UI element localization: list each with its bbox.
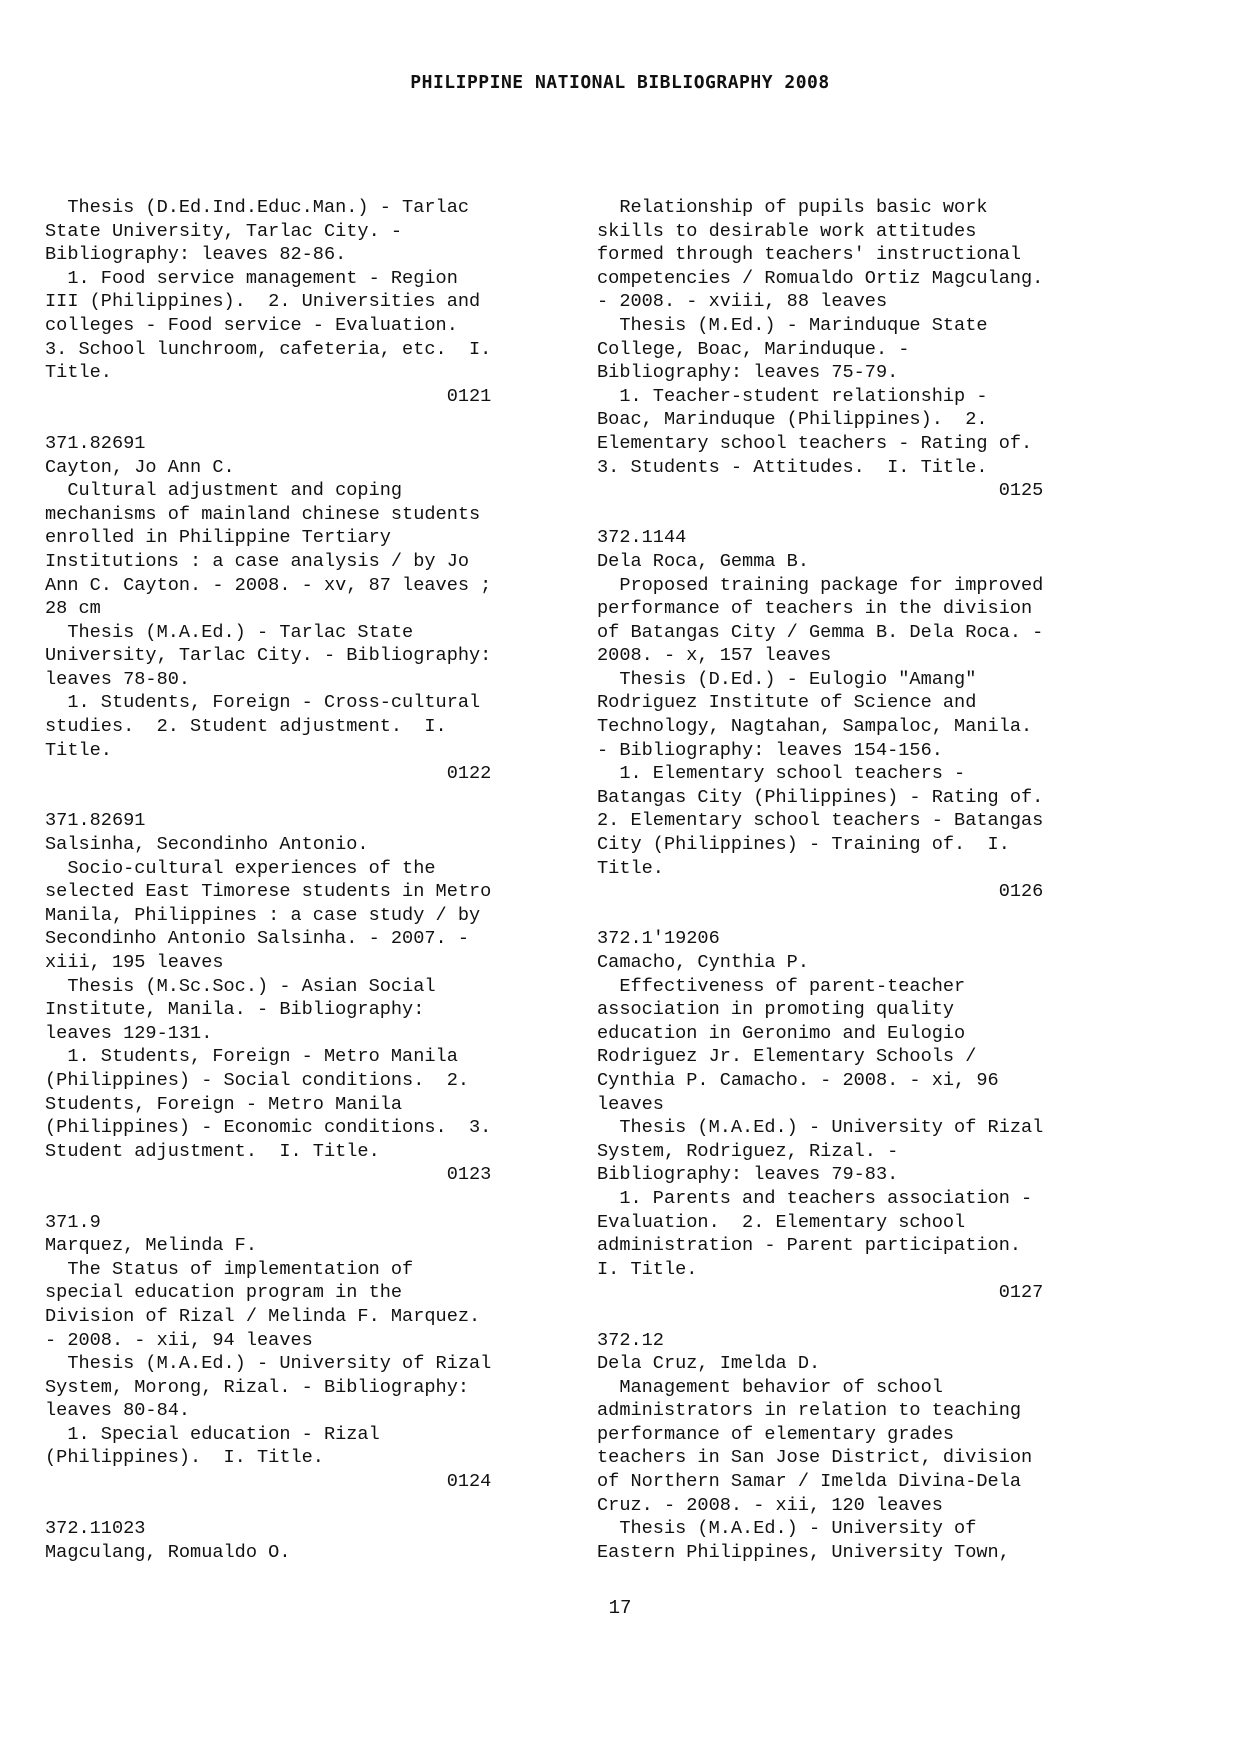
left-column-line: Cultural adjustment and coping bbox=[45, 480, 403, 502]
left-column-line: 1. Students, Foreign - Metro Manila bbox=[45, 1046, 458, 1068]
left-column-line: 371.9 bbox=[45, 1211, 101, 1233]
right-column-line: administration - Parent participation. bbox=[597, 1235, 1022, 1257]
right-column-line: Bibliography: leaves 79-83. bbox=[597, 1164, 899, 1186]
right-column-line: competencies / Romualdo Ortiz Magculang. bbox=[597, 267, 1044, 289]
left-column-line: Students, Foreign - Metro Manila bbox=[45, 1093, 403, 1115]
right-column-line: 2008. - x, 157 leaves bbox=[597, 645, 832, 667]
left-column-line: Institutions : a case analysis / by Jo bbox=[45, 550, 470, 572]
left-column-line: 1. Special education - Rizal bbox=[45, 1423, 380, 1445]
left-column-line: Socio-cultural experiences of the bbox=[45, 857, 436, 879]
left-column-line: Marquez, Melinda F. bbox=[45, 1235, 258, 1257]
right-column-line: Thesis (M.A.Ed.) - University of Rizal bbox=[597, 1117, 1044, 1139]
left-column-line: special education program in the bbox=[45, 1282, 403, 1304]
right-column-line: of Northern Samar / Imelda Divina-Dela bbox=[597, 1471, 1022, 1493]
right-column-line: 372.12 bbox=[597, 1329, 664, 1351]
left-column-line: 371.82691 bbox=[45, 810, 146, 832]
right-column-line: Bibliography: leaves 75-79. bbox=[597, 362, 899, 384]
right-column-line: teachers in San Jose District, division bbox=[597, 1447, 1033, 1469]
right-column-line: Boac, Marinduque (Philippines). 2. bbox=[597, 409, 988, 431]
right-column-line: College, Boac, Marinduque. - bbox=[597, 338, 910, 360]
left-column-line: 0122 bbox=[45, 763, 492, 785]
right-column-line: Evaluation. 2. Elementary school bbox=[597, 1211, 966, 1233]
left-column bbox=[45, 196, 551, 1564]
left-column-line bbox=[45, 1187, 551, 1211]
right-column-line: Title. bbox=[597, 857, 664, 879]
left-column-line: Title. bbox=[45, 362, 112, 384]
right-column-line: Elementary school teachers - Rating of. bbox=[597, 432, 1033, 454]
left-column-line: 28 cm bbox=[45, 598, 101, 620]
right-column-line bbox=[597, 1305, 1103, 1329]
left-column-line: Secondinho Antonio Salsinha. - 2007. - bbox=[45, 928, 470, 950]
page-header-title: PHILIPPINE NATIONAL BIBLIOGRAPHY 2008 bbox=[410, 72, 830, 93]
right-column-line: administrators in relation to teaching bbox=[597, 1400, 1022, 1422]
right-column-line: - 2008. - xviii, 88 leaves bbox=[597, 291, 888, 313]
left-column-line: University, Tarlac City. - Bibliography: bbox=[45, 645, 492, 667]
left-column-line: The Status of implementation of bbox=[45, 1258, 414, 1280]
right-column-line: Cynthia P. Camacho. - 2008. - xi, 96 bbox=[597, 1069, 999, 1091]
right-column-line bbox=[597, 904, 1103, 928]
left-column-line: 372.11023 bbox=[45, 1518, 146, 1540]
left-column-line: Magculang, Romualdo O. bbox=[45, 1541, 291, 1563]
left-column-line: Bibliography: leaves 82-86. bbox=[45, 244, 347, 266]
right-column-line: performance of teachers in the division bbox=[597, 598, 1033, 620]
left-column-line: 1. Food service management - Region bbox=[45, 267, 458, 289]
right-column-line: skills to desirable work attitudes bbox=[597, 220, 977, 242]
left-column-line: 0124 bbox=[45, 1471, 492, 1493]
left-column-line: III (Philippines). 2. Universities and bbox=[45, 291, 481, 313]
left-column-line bbox=[45, 786, 551, 810]
left-column-line: Ann C. Cayton. - 2008. - xv, 87 leaves ; bbox=[45, 574, 492, 596]
right-column-line: - Bibliography: leaves 154-156. bbox=[597, 739, 943, 761]
left-column-line: 371.82691 bbox=[45, 432, 146, 454]
left-column-line: Institute, Manila. - Bibliography: bbox=[45, 999, 425, 1021]
right-column-line: Cruz. - 2008. - xii, 120 leaves bbox=[597, 1494, 943, 1516]
left-column-line: Cayton, Jo Ann C. bbox=[45, 456, 235, 478]
right-column-line: Thesis (M.Ed.) - Marinduque State bbox=[597, 314, 988, 336]
left-column-line: System, Morong, Rizal. - Bibliography: bbox=[45, 1376, 470, 1398]
left-column-line: colleges - Food service - Evaluation. bbox=[45, 314, 458, 336]
right-column-line: formed through teachers' instructional bbox=[597, 244, 1022, 266]
right-column-line: Effectiveness of parent-teacher bbox=[597, 975, 966, 997]
right-column-line: 372.1144 bbox=[597, 527, 687, 549]
left-column-line: mechanisms of mainland chinese students bbox=[45, 503, 481, 525]
left-column-line: leaves 80-84. bbox=[45, 1400, 191, 1422]
right-column-line: Dela Cruz, Imelda D. bbox=[597, 1353, 821, 1375]
left-column-line: Division of Rizal / Melinda F. Marquez. bbox=[45, 1305, 481, 1327]
left-column-line: 0121 bbox=[45, 385, 492, 407]
right-column-line: City (Philippines) - Training of. I. bbox=[597, 834, 1010, 856]
right-column-line: Batangas City (Philippines) - Rating of. bbox=[597, 786, 1044, 808]
right-column-line: 3. Students - Attitudes. I. Title. bbox=[597, 456, 988, 478]
right-column-line: Management behavior of school bbox=[597, 1376, 943, 1398]
left-column-line: 1. Students, Foreign - Cross-cultural bbox=[45, 692, 481, 714]
right-column bbox=[597, 196, 1103, 1564]
left-column-line bbox=[45, 1494, 551, 1518]
left-column-line: selected East Timorese students in Metro bbox=[45, 881, 492, 903]
right-column-line: 1. Parents and teachers association - bbox=[597, 1187, 1033, 1209]
right-column-line: Proposed training package for improved bbox=[597, 574, 1044, 596]
page-number: 17 bbox=[608, 1597, 632, 1619]
right-column-line: Rodriguez Institute of Science and bbox=[597, 692, 977, 714]
right-column-line: association in promoting quality bbox=[597, 999, 955, 1021]
right-column-line: Relationship of pupils basic work bbox=[597, 197, 988, 218]
right-column-line: Dela Roca, Gemma B. bbox=[597, 550, 810, 572]
right-column-line: education in Geronimo and Eulogio bbox=[597, 1022, 966, 1044]
left-column-line: Thesis (M.Sc.Soc.) - Asian Social bbox=[45, 975, 436, 997]
right-column-line: I. Title. bbox=[597, 1258, 698, 1280]
left-column-line: Thesis (M.A.Ed.) - University of Rizal bbox=[45, 1353, 492, 1375]
right-column-line: 0126 bbox=[597, 881, 1044, 903]
right-column-line: 0127 bbox=[597, 1282, 1044, 1304]
right-column-line: Rodriguez Jr. Elementary Schools / bbox=[597, 1046, 977, 1068]
right-column-line: of Batangas City / Gemma B. Dela Roca. - bbox=[597, 621, 1044, 643]
left-column-line: Thesis (M.A.Ed.) - Tarlac State bbox=[45, 621, 414, 643]
left-column-line: studies. 2. Student adjustment. I. bbox=[45, 716, 447, 738]
left-column-line bbox=[45, 408, 551, 432]
right-column-line: 2. Elementary school teachers - Batangas bbox=[597, 810, 1044, 832]
left-column-line: enrolled in Philippine Tertiary bbox=[45, 527, 391, 549]
right-column-line: Thesis (M.A.Ed.) - University of bbox=[597, 1518, 977, 1540]
right-column-line bbox=[597, 503, 1103, 527]
left-column-line: Manila, Philippines : a case study / by bbox=[45, 904, 481, 926]
right-column-line: 0125 bbox=[597, 480, 1044, 502]
right-column-line: performance of elementary grades bbox=[597, 1423, 955, 1445]
left-column-line: (Philippines) - Economic conditions. 3. bbox=[45, 1117, 492, 1139]
left-column-line: leaves 78-80. bbox=[45, 668, 191, 690]
left-column-line: Title. bbox=[45, 739, 112, 761]
left-column-line: Thesis (D.Ed.Ind.Educ.Man.) - Tarlac bbox=[45, 197, 470, 218]
right-column-line: Thesis (D.Ed.) - Eulogio "Amang" bbox=[597, 668, 977, 690]
left-column-line: State University, Tarlac City. - bbox=[45, 220, 403, 242]
left-column-line: xiii, 195 leaves bbox=[45, 952, 224, 973]
right-column-line: 372.1'19206 bbox=[597, 928, 720, 950]
right-column-line: System, Rodriguez, Rizal. - bbox=[597, 1140, 899, 1162]
right-column-line: Technology, Nagtahan, Sampaloc, Manila. bbox=[597, 716, 1033, 738]
left-column-line: (Philippines). I. Title. bbox=[45, 1447, 324, 1469]
right-column-line: Eastern Philippines, University Town, bbox=[597, 1541, 1010, 1563]
left-column-line: (Philippines) - Social conditions. 2. bbox=[45, 1069, 470, 1091]
left-column-line: 0123 bbox=[45, 1164, 492, 1186]
right-column-line: 1. Teacher-student relationship - bbox=[597, 385, 988, 407]
right-column-line: Camacho, Cynthia P. bbox=[597, 952, 810, 973]
left-column-line: Salsinha, Secondinho Antonio. bbox=[45, 834, 369, 856]
left-column-line: 3. School lunchroom, cafeteria, etc. I. bbox=[45, 338, 492, 360]
left-column-line: leaves 129-131. bbox=[45, 1022, 213, 1044]
left-column-line: Student adjustment. I. Title. bbox=[45, 1140, 380, 1162]
right-column-line: leaves bbox=[597, 1093, 664, 1115]
left-column-line: - 2008. - xii, 94 leaves bbox=[45, 1329, 313, 1351]
right-column-line: 1. Elementary school teachers - bbox=[597, 763, 966, 785]
